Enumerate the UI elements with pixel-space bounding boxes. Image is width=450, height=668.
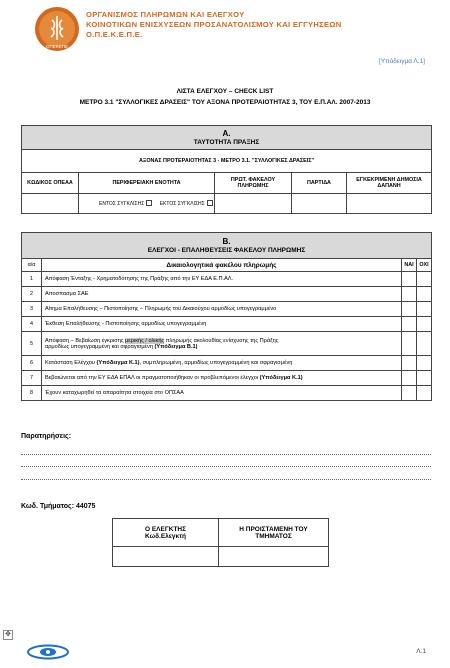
col-approved-expenditure: ΕΓΚΕΚΡΙΜΕΝΗ ΔΗΜΟΣΙΑ ΔΑΠΑΝΗ bbox=[347, 173, 432, 194]
opekepe-logo bbox=[34, 6, 80, 52]
opeaa-code-cell[interactable] bbox=[22, 194, 79, 214]
footer-logo bbox=[26, 644, 70, 660]
approved-expenditure-cell[interactable] bbox=[347, 194, 432, 214]
yes-checkbox[interactable] bbox=[402, 287, 417, 302]
table-row: 8 Έχουν καταχωρηθεί τα απαραίτητα στοιχεία στο ΟΠΣΑΑ bbox=[22, 386, 432, 401]
department-code: Κωδ. Τμήματος: 44075 bbox=[21, 503, 96, 510]
batch-cell[interactable] bbox=[292, 194, 347, 214]
no-checkbox[interactable] bbox=[417, 332, 432, 356]
convergence-out-checkbox[interactable] bbox=[207, 200, 213, 206]
signature-table bbox=[112, 518, 329, 567]
col-documents: Δικαιολογητικά φακέλου πληρωμής bbox=[42, 259, 402, 272]
organization-name: ΟΡΓΑΝΙΣΜΟΣ ΠΛΗΡΩΜΩΝ ΚΑΙ ΕΛΕΓΧΟΥ ΚΟΙΝΟΤΙΚΩΝ ΕΝΙΣΧΥΣΕΩΝ ΠΡΟΣΑΝΑΤΟΛΙΣΜΟΥ ΚΑΙ ΕΓΓΥΗΣΕΩΝ Ο.Π.Ε.Κ.Ε.Π.Ε. bbox=[86, 10, 342, 39]
inspector-signature-cell[interactable] bbox=[113, 547, 219, 567]
section-a-heading: Α. ΤΑΥΤΟΤΗΤΑ ΠΡΑΞΗΣ bbox=[22, 126, 432, 150]
no-checkbox[interactable] bbox=[417, 302, 432, 317]
no-checkbox[interactable] bbox=[417, 386, 432, 401]
no-checkbox[interactable] bbox=[417, 287, 432, 302]
regional-unit-cell: ΕΝΤΟΣ ΣΥΓΚΛΙΣΗΣ ΕΚΤΟΣ ΣΥΓΚΛΙΣΗΣ bbox=[79, 194, 215, 214]
yes-checkbox[interactable] bbox=[402, 386, 417, 401]
section-a-table bbox=[21, 125, 432, 214]
no-checkbox[interactable] bbox=[417, 356, 432, 371]
svg-text:ΟΠΕΚΕΠΕ: ΟΠΕΚΕΠΕ bbox=[45, 44, 69, 49]
col-opeaa-code: ΚΩΔΙΚΟΣ ΟΠΕΑΑ bbox=[22, 173, 79, 194]
yes-checkbox[interactable] bbox=[402, 332, 417, 356]
col-no: ΟΧΙ bbox=[417, 259, 432, 272]
axis-line: ΑΞΟΝΑΣ ΠΡΟΤΕΡΑΙΟΤΗΤΑΣ 3 - ΜΕΤΡΟ 3.1. "ΣΥΛΛΟΓΙΚΕΣ ΔΡΑΣΕΙΣ" bbox=[22, 150, 432, 173]
no-checkbox[interactable] bbox=[417, 371, 432, 386]
col-payment-file: ΠΡΩΤ. ΦΑΚΕΛΟΥ ΠΛΗΡΩΜΗΣ bbox=[215, 173, 292, 194]
highlighted-text: μερικής / ολικής bbox=[125, 337, 165, 344]
section-b-table bbox=[21, 232, 432, 401]
section-b-heading: Β. ΕΛΕΓΧΟΙ - ΕΠΑΛΗΘΕΥΣΕΙΣ ΦΑΚΕΛΟΥ ΠΛΗΡΩΜΗΣ bbox=[22, 233, 432, 259]
page-number: Λ.1 bbox=[416, 648, 426, 655]
col-yes: ΝΑΙ bbox=[402, 259, 417, 272]
head-of-department-heading: Η ΠΡΟΙΣΤΑΜΕΝΗ ΤΟΥ ΤΜΗΜΑΤΟΣ bbox=[219, 519, 329, 547]
notes-line[interactable] bbox=[21, 479, 431, 480]
notes-label: Παρατηρήσεις: bbox=[21, 433, 72, 440]
no-checkbox[interactable] bbox=[417, 272, 432, 287]
col-regional-unit: ΠΕΡΙΦΕΡΕΙΑΚΗ ΕΝΟΤΗΤΑ bbox=[79, 173, 215, 194]
convergence-in-checkbox[interactable] bbox=[146, 200, 152, 206]
col-batch: ΠΑΡΤΙΔΑ bbox=[292, 173, 347, 194]
notes-line[interactable] bbox=[21, 466, 431, 467]
payment-file-cell[interactable] bbox=[215, 194, 292, 214]
table-row: 5 Απόφαση – Βεβαίωση έγκρισης μερικής / ολικής πληρωμής ακολουθίας ενίσχυσης της Πράξης αρμοδίως υπογεγραμμένη και σφραγισμένη (Υπόδειγμα Β.1) bbox=[22, 332, 432, 356]
inspector-heading: Ο ΕΛΕΓΚΤΗΣ Κωδ.Ελεγκτή bbox=[113, 519, 219, 547]
table-row: 2 Αποσπασμα ΣΑΕ bbox=[22, 287, 432, 302]
table-row: 4 Έκθεση Επαλήθευσης - Πιστοποίησης αρμοδίως υπογεγραμμένη bbox=[22, 317, 432, 332]
notes-line[interactable] bbox=[21, 454, 431, 455]
move-handle-icon[interactable]: ✥ bbox=[3, 630, 13, 640]
yes-checkbox[interactable] bbox=[402, 272, 417, 287]
template-reference: [Υπόδειγμα Λ.1] bbox=[379, 58, 425, 65]
yes-checkbox[interactable] bbox=[402, 302, 417, 317]
table-row: 6 Κατάσταση Ελέγχου (Υπόδειγμα Κ.1), συμπληρωμένη, αρμοδίως υπογεγραμμένη και σφραγισμένη bbox=[22, 356, 432, 371]
col-number: α/α bbox=[22, 259, 42, 272]
head-signature-cell[interactable] bbox=[219, 547, 329, 567]
table-row: 3 Αίτημα Επαλήθευσης – Πιστοποίησης – Πληρωμής του Δικαιούχου αρμοδίως υπογεγραμμένο bbox=[22, 302, 432, 317]
table-row: 7 Βεβαιώνεται από την ΕΥ ΕΔΑ ΕΠΑΛ οι πραγματοποιήθηκαν οι προβλεπόμενοι έλεγχοι (Υπόδειγμα Κ.1) bbox=[22, 371, 432, 386]
yes-checkbox[interactable] bbox=[402, 371, 417, 386]
document-subtitle: ΜΕΤΡΟ 3.1 "ΣΥΛΛΟΓΙΚΕΣ ΔΡΑΣΕΙΣ" ΤΟΥ ΑΞΟΝΑ ΠΡΟΤΕΡΑΙΟΤΗΤΑΣ 3, ΤΟΥ Ε.Π.ΑΛ. 2007-2013 bbox=[79, 99, 371, 106]
document-title: ΛΙΣΤΑ ΕΛΕΓΧΟΥ – CHECK LIST bbox=[176, 88, 274, 95]
table-row: 1 Απόφαση Ένταξης - Χρηματοδότησης της Πράξης από την ΕΥ ΕΔΑ Ε.Π.ΑΛ. bbox=[22, 272, 432, 287]
no-checkbox[interactable] bbox=[417, 317, 432, 332]
yes-checkbox[interactable] bbox=[402, 356, 417, 371]
yes-checkbox[interactable] bbox=[402, 317, 417, 332]
